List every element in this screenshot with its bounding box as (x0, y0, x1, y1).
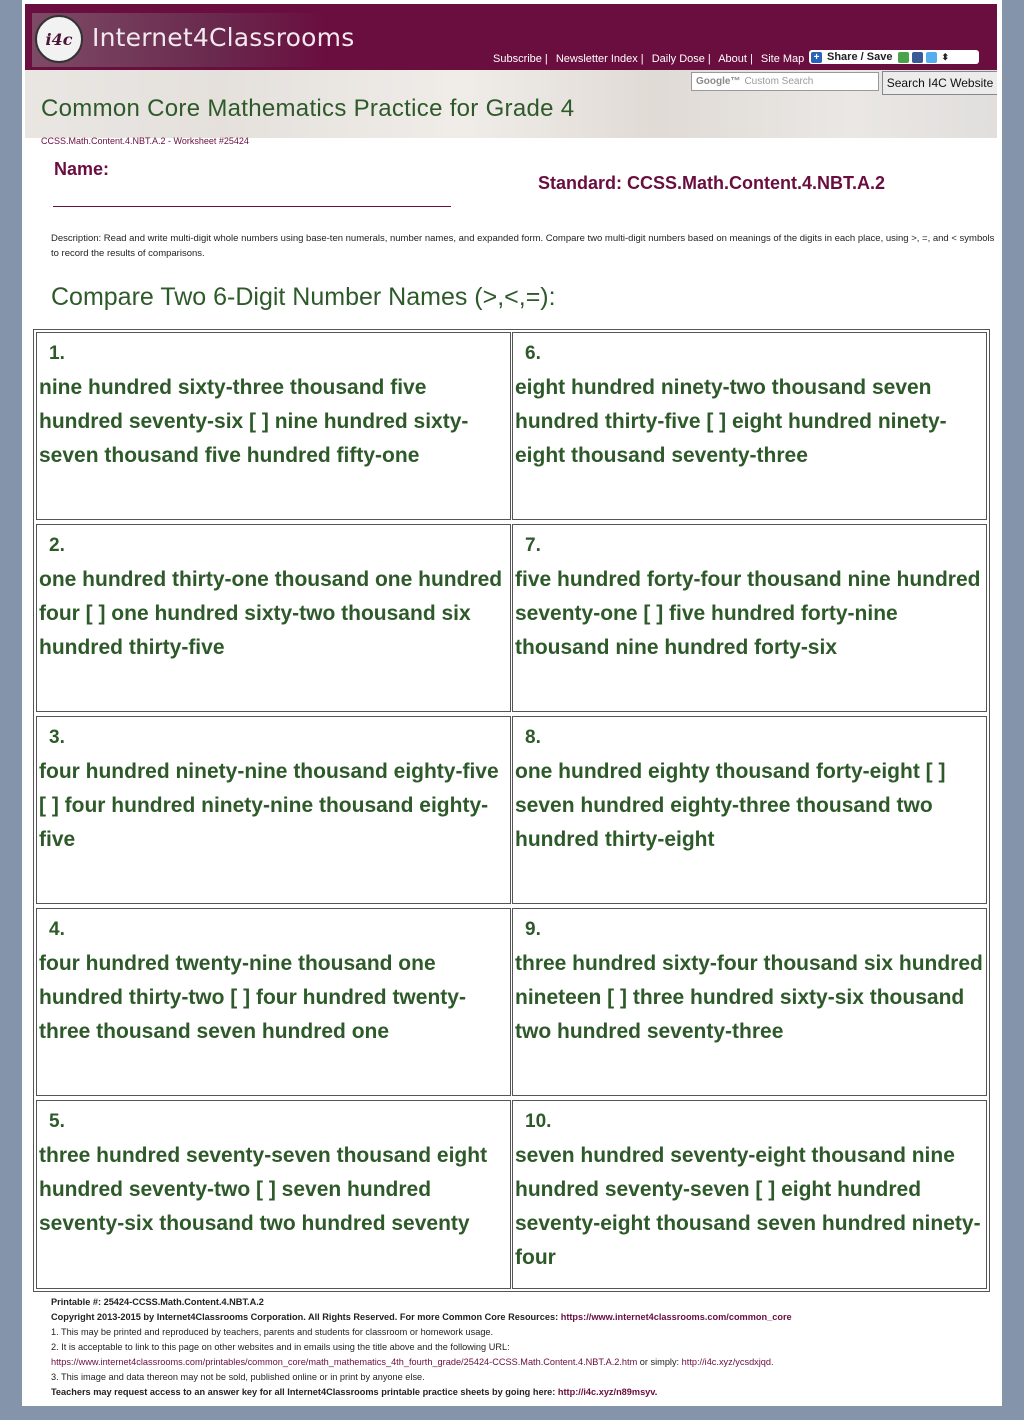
logo-badge-icon: i4c (35, 15, 83, 63)
email-share-icon[interactable] (898, 52, 909, 63)
name-line (53, 206, 451, 207)
footer (51, 1295, 991, 1400)
problem-number: 4. (49, 919, 65, 940)
worksheet-subtitle: Compare Two 6-Digit Number Names (>,<,=): (51, 283, 556, 311)
problem-text: four hundred twenty-nine thousand one hundred thirty-two [ ] four hundred twenty-three thousand seven hundred one (39, 952, 466, 1043)
google-logo: Google™ (696, 76, 741, 87)
footer-note-3: 3. This image and data thereon may not be sold, published online or in print by anyone else. (51, 1372, 425, 1382)
twitter-icon[interactable] (926, 52, 937, 63)
problem-text: seven hundred seventy-eight thousand nine hundred seventy-seven [ ] eight hundred seventy-eight thousand seven hundred ninety-four (515, 1144, 981, 1269)
problem-text: eight hundred ninety-two thousand seven hundred thirty-five [ ] eight hundred ninety-eight thousand seventy-three (515, 376, 947, 467)
problem-cell (512, 716, 987, 904)
nav-subscribe[interactable]: Subscribe (493, 53, 542, 65)
logo-text: Internet4Classrooms (92, 23, 355, 52)
search-placeholder: Custom Search (744, 76, 814, 87)
copyright-text: Copyright 2013-2015 by Internet4Classrooms Corporation. All Rights Reserved. For more Common Core Resources: (51, 1312, 561, 1322)
problem-cell (36, 332, 511, 520)
add-icon: + (811, 52, 822, 63)
name-label: Name: (54, 159, 110, 179)
answer-key-text: Teachers may request access to an answer key for all Internet4Classrooms printable practice sheets by going here: (51, 1387, 558, 1397)
problem-number: 2. (49, 535, 65, 556)
nav-site-map[interactable]: Site Map (760, 53, 805, 65)
footer-note-2: 2. It is acceptable to link to this page on other websites and in emails using the title above and the following URL: (51, 1342, 510, 1352)
problem-text: four hundred ninety-nine thousand eighty-five [ ] four hundred ninety-nine thousand eighty-five (39, 760, 499, 851)
problem-text: three hundred seventy-seven thousand eight hundred seventy-two [ ] seven hundred seventy-six thousand two hundred seventy (39, 1144, 488, 1235)
nav-daily-dose[interactable]: Daily Dose (651, 53, 705, 65)
problem-text: one hundred eighty thousand forty-eight [ ] seven hundred eighty-three thousand two hundred thirty-eight (515, 760, 946, 851)
search-input[interactable] (691, 72, 879, 91)
problem-cell (512, 524, 987, 712)
search-button[interactable]: Search I4C Website (882, 71, 997, 95)
period-text: . (654, 1387, 658, 1397)
problem-text: one hundred thirty-one thousand one hundred four [ ] one hundred sixty-two thousand six hundred thirty-five (39, 568, 503, 659)
nav-about[interactable]: About (718, 53, 747, 65)
dropdown-arrow-icon[interactable]: ⬍ (941, 51, 949, 62)
hero-banner (25, 70, 997, 138)
problems-table (33, 329, 990, 1292)
problem-cell (36, 716, 511, 904)
description: Description: Read and write multi-digit whole numbers using base-ten numerals, number names, and expanded form. Compare two multi-digit numbers based on meanings of the digits in each place, using >, =, and < symbols to record the results of comparisons. (51, 233, 995, 259)
standard-label: Standard: CCSS.Math.Content.4.NBT.A.2 (538, 173, 886, 193)
problem-number: 10. (525, 1111, 552, 1132)
or-simply-text: or simply: (637, 1357, 682, 1367)
printable-number: Printable #: 25424-CCSS.Math.Content.4.NBT.A.2 (51, 1297, 264, 1307)
top-nav: Subscribe | Newsletter Index | Daily Dose | About | Site Map (493, 53, 805, 65)
facebook-icon[interactable] (912, 52, 923, 63)
common-core-link[interactable]: https://www.internet4classrooms.com/common_core (560, 1312, 792, 1322)
page-title: Common Core Mathematics Practice for Grade 4 (41, 95, 575, 122)
share-save-button[interactable] (809, 50, 979, 64)
footer-note-1: 1. This may be printed and reproduced by teachers, parents and students for classroom or homework usage. (51, 1327, 494, 1337)
problem-cell (36, 524, 511, 712)
nav-newsletter-index[interactable]: Newsletter Index (555, 53, 638, 65)
problem-cell (36, 908, 511, 1096)
share-label: Share / Save (827, 51, 893, 63)
period-text: . (771, 1357, 774, 1367)
problem-number: 1. (49, 343, 65, 364)
problem-text: three hundred sixty-four thousand six hundred nineteen [ ] three hundred sixty-six thousand two hundred seventy-three (515, 952, 983, 1043)
problem-number: 9. (525, 919, 541, 940)
problem-number: 6. (525, 343, 541, 364)
problem-cell (512, 908, 987, 1096)
page (22, 0, 1002, 1406)
problem-text: nine hundred sixty-three thousand five hundred seventy-six [ ] nine hundred sixty-seven thousand five hundred fifty-one (39, 376, 469, 467)
problem-number: 5. (49, 1111, 65, 1132)
breadcrumb[interactable]: CCSS.Math.Content.4.NBT.A.2 - Worksheet #25424 (41, 136, 249, 146)
problem-number: 7. (525, 535, 541, 556)
problem-cell (512, 1100, 987, 1289)
short-url-link[interactable]: http://i4c.xyz/ycsdxjqd (681, 1357, 772, 1367)
problem-number: 3. (49, 727, 65, 748)
problem-cell (36, 1100, 511, 1289)
problem-number: 8. (525, 727, 541, 748)
worksheet-url-link[interactable]: https://www.internet4classrooms.com/printables/common_core/math_mathematics_4th_fourth_grade/25424-CCSS.Math.Content.4.NBT.A.2.htm (51, 1357, 638, 1367)
header-banner (25, 4, 997, 70)
problem-cell (512, 332, 987, 520)
answer-key-link[interactable]: http://i4c.xyz/n89msyv (557, 1387, 655, 1397)
problem-text: five hundred forty-four thousand nine hundred seventy-one [ ] five hundred forty-nine thousand nine hundred forty-six (515, 568, 981, 659)
site-logo[interactable] (32, 13, 355, 67)
